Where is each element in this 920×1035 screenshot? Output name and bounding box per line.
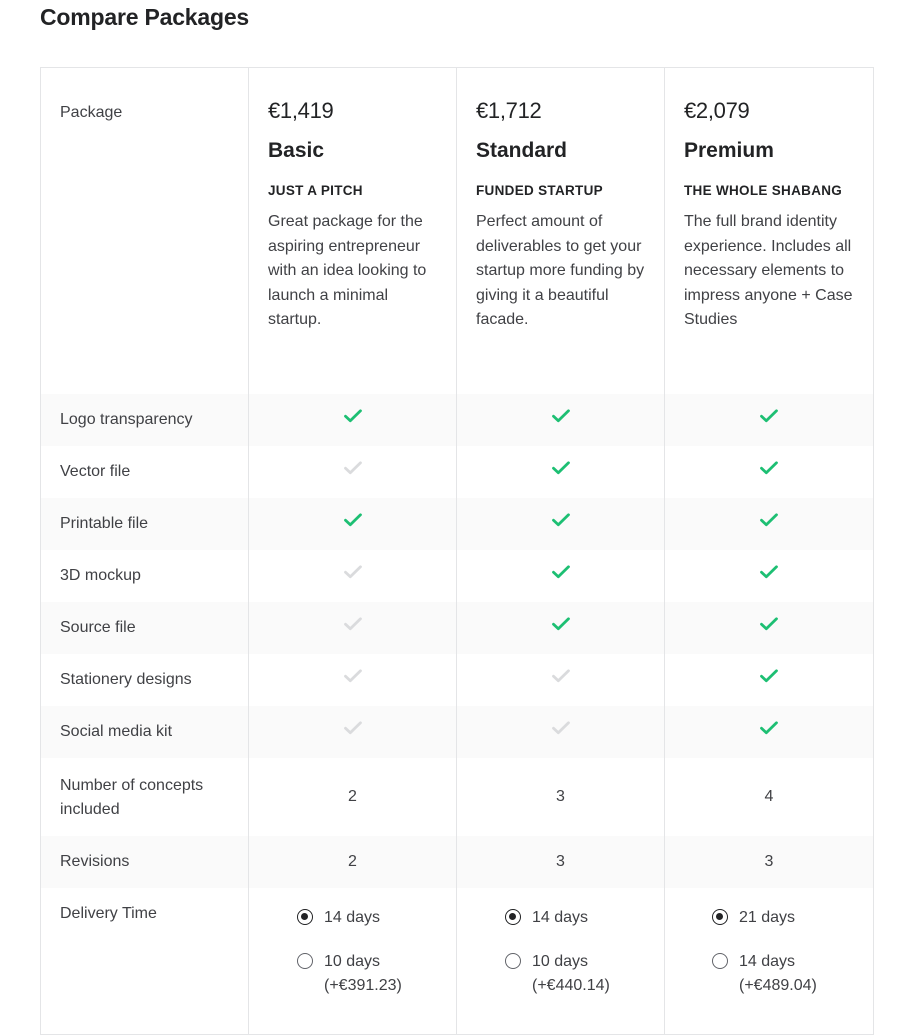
feature-row-printable-file — [41, 498, 874, 550]
delivery-option-radio[interactable] — [297, 906, 456, 931]
delivery-option-extra-price: (+€391.23) — [324, 977, 402, 994]
concepts-row — [41, 758, 874, 836]
concepts-value-standard: 3 — [457, 758, 665, 836]
concepts-label: Number of concepts included — [41, 758, 249, 836]
feature-cell-standard — [457, 602, 665, 654]
feature-cell-basic — [249, 394, 457, 446]
package-name: Standard — [476, 139, 568, 162]
check-icon — [344, 617, 362, 631]
delivery-option-radio[interactable] — [505, 950, 664, 999]
delivery-option-extra-price: (+€489.04) — [739, 977, 817, 994]
revisions-value-basic: 2 — [249, 836, 457, 888]
package-description: The full brand identity experience. Includes all necessary elements to impress anyone + Case Studies — [684, 213, 853, 328]
feature-cell-premium — [665, 706, 874, 758]
package-description: Great package for the aspiring entrepreneur with an idea looking to launch a minimal startup. — [268, 213, 427, 328]
package-name: Basic — [268, 139, 325, 162]
feature-label: Vector file — [41, 446, 249, 498]
check-icon — [760, 617, 778, 631]
package-basic — [249, 68, 457, 395]
delivery-time-label: Delivery Time — [41, 888, 249, 1035]
feature-cell-premium — [665, 498, 874, 550]
compare-packages-table — [40, 67, 874, 1035]
revisions-value-premium: 3 — [665, 836, 874, 888]
delivery-option-radio[interactable] — [297, 950, 456, 999]
check-icon — [344, 461, 362, 475]
radio-icon[interactable] — [505, 909, 521, 925]
check-icon — [552, 409, 570, 423]
feature-cell-basic — [249, 602, 457, 654]
radio-icon[interactable] — [297, 909, 313, 925]
feature-row-social-media-kit — [41, 706, 874, 758]
delivery-option-label: 14 days — [532, 909, 589, 926]
feature-cell-basic — [249, 550, 457, 602]
revisions-row — [41, 836, 874, 888]
check-icon — [552, 721, 570, 735]
feature-label: Source file — [41, 602, 249, 654]
delivery-options-standard — [457, 888, 665, 1035]
feature-row-stationery-designs — [41, 654, 874, 706]
check-icon — [552, 565, 570, 579]
feature-cell-standard — [457, 394, 665, 446]
revisions-label: Revisions — [41, 836, 249, 888]
delivery-option-label: 14 days — [739, 952, 796, 970]
package-header-row — [41, 68, 874, 395]
row-label-package: Package — [41, 68, 249, 395]
feature-row-vector-file — [41, 446, 874, 498]
feature-label: Social media kit — [41, 706, 249, 758]
radio-icon[interactable] — [505, 953, 521, 969]
check-icon — [552, 617, 570, 631]
concepts-value-basic: 2 — [249, 758, 457, 836]
delivery-option-radio[interactable] — [712, 950, 873, 999]
radio-icon[interactable] — [297, 953, 313, 969]
delivery-options-basic — [249, 888, 457, 1035]
delivery-option-label: 10 days — [324, 952, 381, 970]
check-icon — [552, 461, 570, 475]
feature-label: Printable file — [41, 498, 249, 550]
feature-cell-premium — [665, 550, 874, 602]
delivery-option-label: 21 days — [739, 909, 796, 926]
feature-cell-standard — [457, 654, 665, 706]
feature-row-logo-transparency — [41, 394, 874, 446]
feature-cell-premium — [665, 602, 874, 654]
check-icon — [760, 565, 778, 579]
feature-cell-basic — [249, 706, 457, 758]
package-tagline: JUST A PITCH — [268, 183, 363, 198]
feature-label: 3D mockup — [41, 550, 249, 602]
feature-cell-standard — [457, 498, 665, 550]
revisions-value-standard: 3 — [457, 836, 665, 888]
feature-cell-standard — [457, 706, 665, 758]
check-icon — [344, 565, 362, 579]
package-tagline: FUNDED STARTUP — [476, 183, 603, 198]
package-price: €1,712 — [476, 98, 542, 123]
feature-cell-premium — [665, 446, 874, 498]
radio-icon[interactable] — [712, 953, 728, 969]
package-standard — [457, 68, 665, 395]
check-icon — [344, 669, 362, 683]
check-icon — [552, 513, 570, 527]
package-price: €2,079 — [684, 98, 750, 123]
delivery-time-row — [41, 888, 874, 1035]
check-icon — [344, 409, 362, 423]
check-icon — [760, 513, 778, 527]
feature-row-3d-mockup — [41, 550, 874, 602]
package-tagline: THE WHOLE SHABANG — [684, 183, 843, 198]
concepts-value-premium: 4 — [665, 758, 874, 836]
package-name: Premium — [684, 139, 774, 162]
check-icon — [344, 513, 362, 527]
delivery-options-premium — [665, 888, 874, 1035]
radio-icon[interactable] — [712, 909, 728, 925]
check-icon — [760, 669, 778, 683]
feature-cell-basic — [249, 654, 457, 706]
feature-label: Stationery designs — [41, 654, 249, 706]
feature-cell-basic — [249, 446, 457, 498]
feature-row-source-file — [41, 602, 874, 654]
feature-cell-standard — [457, 446, 665, 498]
feature-cell-standard — [457, 550, 665, 602]
page-title: Compare Packages — [40, 4, 250, 30]
delivery-option-label: 10 days — [532, 952, 589, 970]
feature-label: Logo transparency — [41, 394, 249, 446]
delivery-option-radio[interactable] — [505, 906, 664, 931]
package-description: Perfect amount of deliverables to get your startup more funding by giving it a beautiful facade. — [476, 213, 645, 328]
feature-cell-basic — [249, 498, 457, 550]
package-price: €1,419 — [268, 98, 334, 123]
delivery-option-radio[interactable] — [712, 906, 873, 931]
feature-cell-premium — [665, 394, 874, 446]
check-icon — [760, 461, 778, 475]
delivery-option-label: 14 days — [324, 909, 381, 926]
package-premium — [665, 68, 874, 395]
check-icon — [344, 721, 362, 735]
check-icon — [552, 669, 570, 683]
delivery-option-extra-price: (+€440.14) — [532, 977, 610, 994]
check-icon — [760, 409, 778, 423]
feature-cell-premium — [665, 654, 874, 706]
check-icon — [760, 721, 778, 735]
